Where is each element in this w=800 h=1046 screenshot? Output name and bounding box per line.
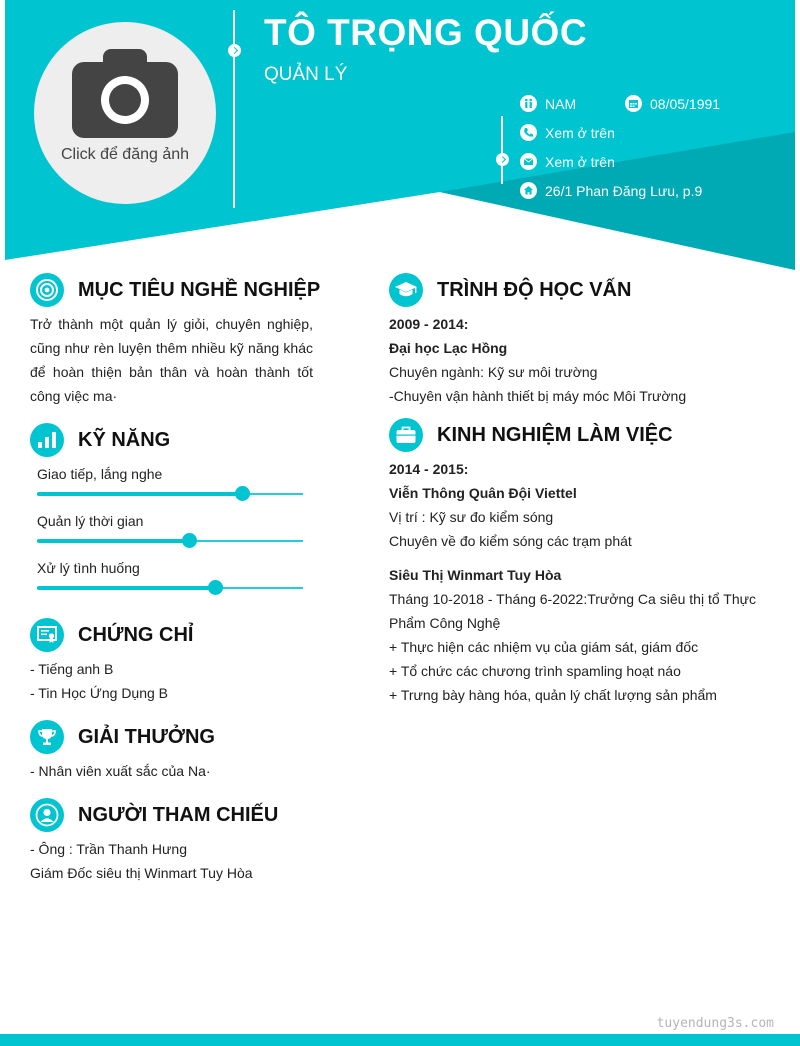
info-address xyxy=(520,182,702,199)
job2-bullet: + Tổ chức các chương trình spamling hoạt náo xyxy=(389,663,681,679)
section-experience xyxy=(389,418,673,452)
home-icon xyxy=(520,182,537,199)
info-email-value: Xem ở trên xyxy=(545,153,615,170)
education-line: -Chuyên vận hành thiết bị máy móc Môi Trường xyxy=(389,388,687,404)
watermark: tuyendung3s.com xyxy=(656,1016,774,1031)
skill-slider-handle[interactable] xyxy=(235,486,250,501)
job2-company: Siêu Thị Winmart Tuy Hòa xyxy=(389,567,562,583)
info-divider-arrow xyxy=(496,153,509,166)
certificate-item: - Tin Học Ứng Dụng B xyxy=(30,685,169,701)
job2-description: Tháng 10-2018 - Tháng 6-2022:Trưởng Ca siêu thị tổ Thực Phẩm Công Nghệ xyxy=(389,591,756,631)
gender-icon xyxy=(520,95,537,112)
email-icon xyxy=(520,153,537,170)
job1-line: Vị trí : Kỹ sư đo kiểm sóng xyxy=(389,509,554,525)
section-certificates xyxy=(30,618,193,652)
section-objective xyxy=(30,273,320,307)
experience-title: KINH NGHIỆM LÀM VIỆC xyxy=(437,423,673,446)
skill-name: Quản lý thời gian xyxy=(37,513,144,529)
calendar-icon xyxy=(625,95,642,112)
info-dob-value: 08/05/1991 xyxy=(650,95,721,112)
objective-text: Trở thành một quản lý giỏi, chuyên nghiệp, cũng như rèn luyện thêm nhiều kỹ năng khác để hoàn thiện bản thân và hoàn thành tốt công việc ma· xyxy=(30,316,313,404)
skill-name: Xử lý tình huống xyxy=(37,560,140,576)
info-gender xyxy=(520,95,576,112)
skill-fill xyxy=(37,586,215,590)
section-awards xyxy=(30,720,215,754)
reference-line: Giám Đốc siêu thị Winmart Tuy Hòa xyxy=(30,865,253,881)
education-line: Chuyên ngành: Kỹ sư môi trường xyxy=(389,364,598,380)
section-education xyxy=(389,273,631,307)
info-divider xyxy=(501,116,503,184)
bar-chart-icon xyxy=(30,423,64,457)
job1-line: Chuyên về đo kiểm sóng các trạm phát xyxy=(389,533,632,549)
skill-name: Giao tiếp, lắng nghe xyxy=(37,466,163,482)
skill-fill xyxy=(37,539,189,543)
job2-bullet: + Trưng bày hàng hóa, quản lý chất lượng sản phẩm xyxy=(389,687,717,703)
info-phone-value: Xem ở trên xyxy=(545,124,615,141)
candidate-name: TÔ TRỌNG QUỐC xyxy=(264,12,588,53)
certificates-title: CHỨNG CHỈ xyxy=(78,623,194,646)
education-school: Đại học Lạc Hồng xyxy=(389,340,508,356)
skill-fill xyxy=(37,492,242,496)
job2-bullet: + Thực hiện các nhiệm vụ của giám sát, giám đốc xyxy=(389,639,699,655)
header-divider xyxy=(233,10,235,208)
reference-line: - Ông : Trần Thanh Hưng xyxy=(30,841,187,857)
skill-slider-handle[interactable] xyxy=(208,580,223,595)
info-address-value: 26/1 Phan Đăng Lưu, p.9 xyxy=(545,182,703,199)
objective-title: MỤC TIÊU NGHỀ NGHIỆP xyxy=(78,278,321,301)
info-dob xyxy=(625,95,720,112)
award-item: - Nhân viên xuất sắc của Na· xyxy=(30,763,211,779)
skill-slider-handle[interactable] xyxy=(182,533,197,548)
job1-company: Viễn Thông Quân Đội Viettel xyxy=(389,485,577,501)
briefcase-icon xyxy=(389,418,423,452)
graduation-cap-icon xyxy=(389,273,423,307)
phone-icon xyxy=(520,124,537,141)
candidate-role: QUẢN LÝ xyxy=(264,64,348,85)
user-icon xyxy=(30,798,64,832)
awards-title: GIẢI THƯỞNG xyxy=(78,725,215,748)
section-skills xyxy=(30,423,170,457)
footer-bar xyxy=(0,1034,800,1046)
info-phone xyxy=(520,124,615,141)
info-gender-value: NAM xyxy=(545,95,577,112)
education-title: TRÌNH ĐỘ HỌC VẤN xyxy=(437,278,632,301)
job1-period: 2014 - 2015: xyxy=(389,461,469,477)
camera-icon xyxy=(69,46,181,142)
trophy-icon xyxy=(30,720,64,754)
references-title: NGƯỜI THAM CHIẾU xyxy=(78,803,279,826)
avatar-upload[interactable] xyxy=(34,22,216,204)
header-divider-arrow xyxy=(228,44,241,57)
certificate-icon xyxy=(30,618,64,652)
certificate-item: - Tiếng anh B xyxy=(30,661,114,677)
education-period: 2009 - 2014: xyxy=(389,316,469,332)
skills-title: KỸ NĂNG xyxy=(78,428,171,451)
avatar-caption: Click để đăng ảnh xyxy=(60,146,190,163)
info-email xyxy=(520,153,615,170)
target-icon xyxy=(30,273,64,307)
section-references xyxy=(30,798,278,832)
